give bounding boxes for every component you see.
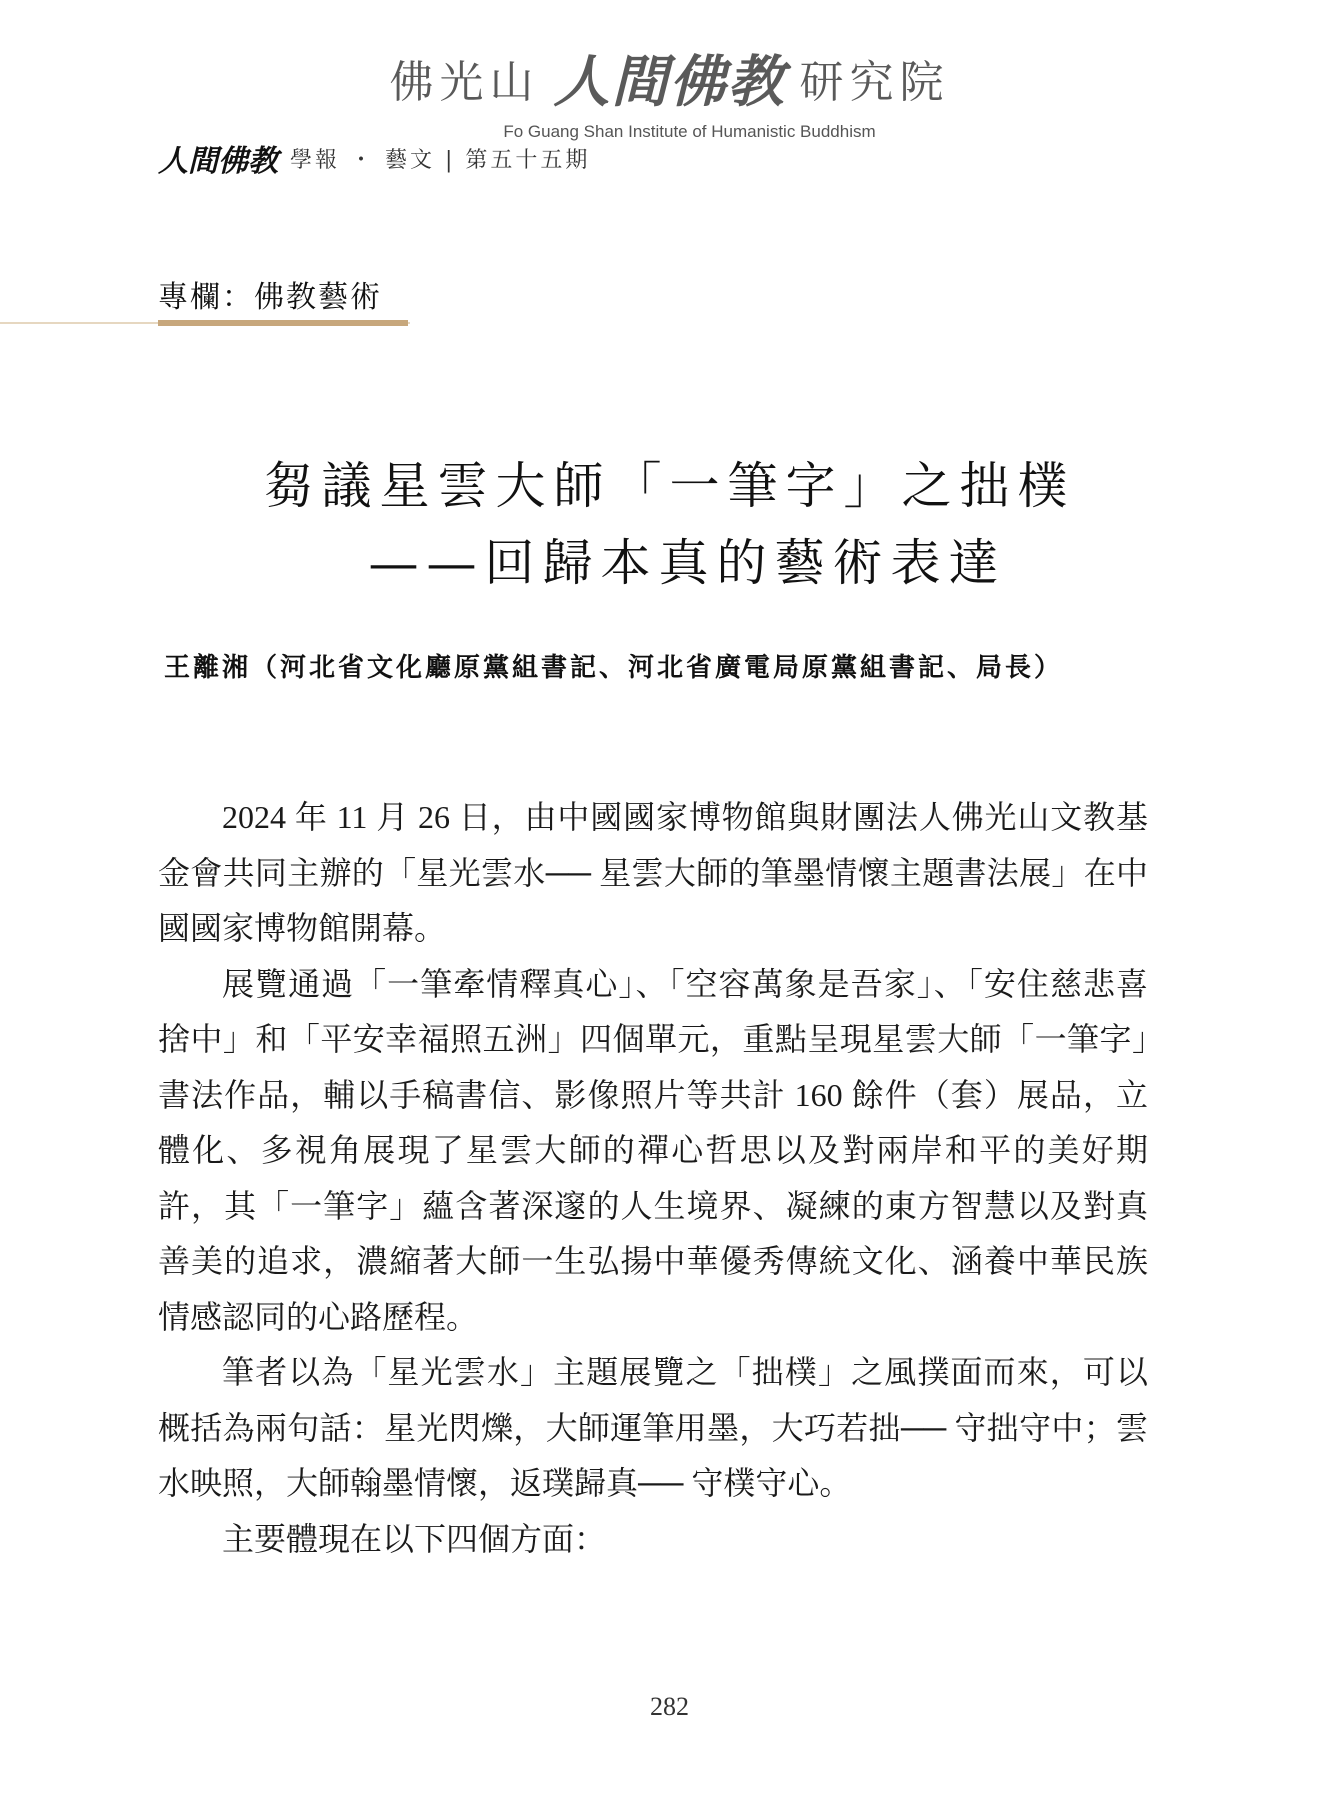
body-paragraph: 筆者以為「星光雲水」主題展覽之「拙樸」之風撲面而來，可以概括為兩句話：星光閃爍，大師運筆用墨，大巧若拙── 守拙守中；雲水映照，大師翰墨情懷，返璞歸真── 守樸守心。: [158, 1354, 1148, 1501]
institute-english-name: Fo Guang Shan Institute of Humanistic Buddhism: [503, 122, 876, 141]
page-number: 282: [650, 1692, 689, 1721]
article-body: [158, 790, 1148, 1567]
column-label: 專欄：佛教藝術: [158, 280, 382, 315]
institute-suffix: 研究院: [799, 57, 950, 108]
article-author: 王離湘（河北省文化廳原黨組書記、河北省廣電局原黨組書記、局長）: [164, 653, 1064, 683]
institute-brand-logo: 人間佛教: [553, 50, 786, 115]
journal-brand-logo: 人間佛教: [158, 144, 278, 179]
institute-name: [390, 38, 950, 118]
article-subtitle: ——回歸本真的藝術表達: [368, 534, 1007, 592]
institute-header: [0, 38, 1339, 142]
body-paragraph: 主要體現在以下四個方面：: [222, 1520, 607, 1557]
body-paragraph: 2024 年 11 月 26 日，由中國國家博物館與財團法人佛光山文教基金會共同主辦的「星光雲水── 星雲大師的筆墨情懷主題書法展」在中國國家博物館開幕。: [158, 799, 1148, 946]
column-accent-bar: [158, 320, 408, 326]
journal-issue-info: 學報 ・ 藝文 | 第五十五期: [290, 147, 591, 173]
institute-prefix: 佛光山: [389, 57, 540, 108]
article-title: 芻議星雲大師「一筆字」之拙樸: [263, 457, 1076, 515]
journal-header: [158, 136, 590, 180]
body-paragraph: 展覽通過「一筆牽情釋真心」、「空容萬象是吾家」、「安住慈悲喜捨中」和「平安幸福照五洲」四個單元，重點呈現星雲大師「一筆字」書法作品，輔以手稿書信、影像照片等共計 160 餘件（套）展品，立體化、多視角展現了星雲大師的禪心哲思以及對兩岸和平的美好期許，其「一筆字」蘊含著深邃的人生境界、凝練的東方智慧以及對真善美的追求，濃縮著大師一生弘揚中華優秀傳統文化、涵養中華民族情感認同的心路歷程。: [158, 965, 1148, 1335]
